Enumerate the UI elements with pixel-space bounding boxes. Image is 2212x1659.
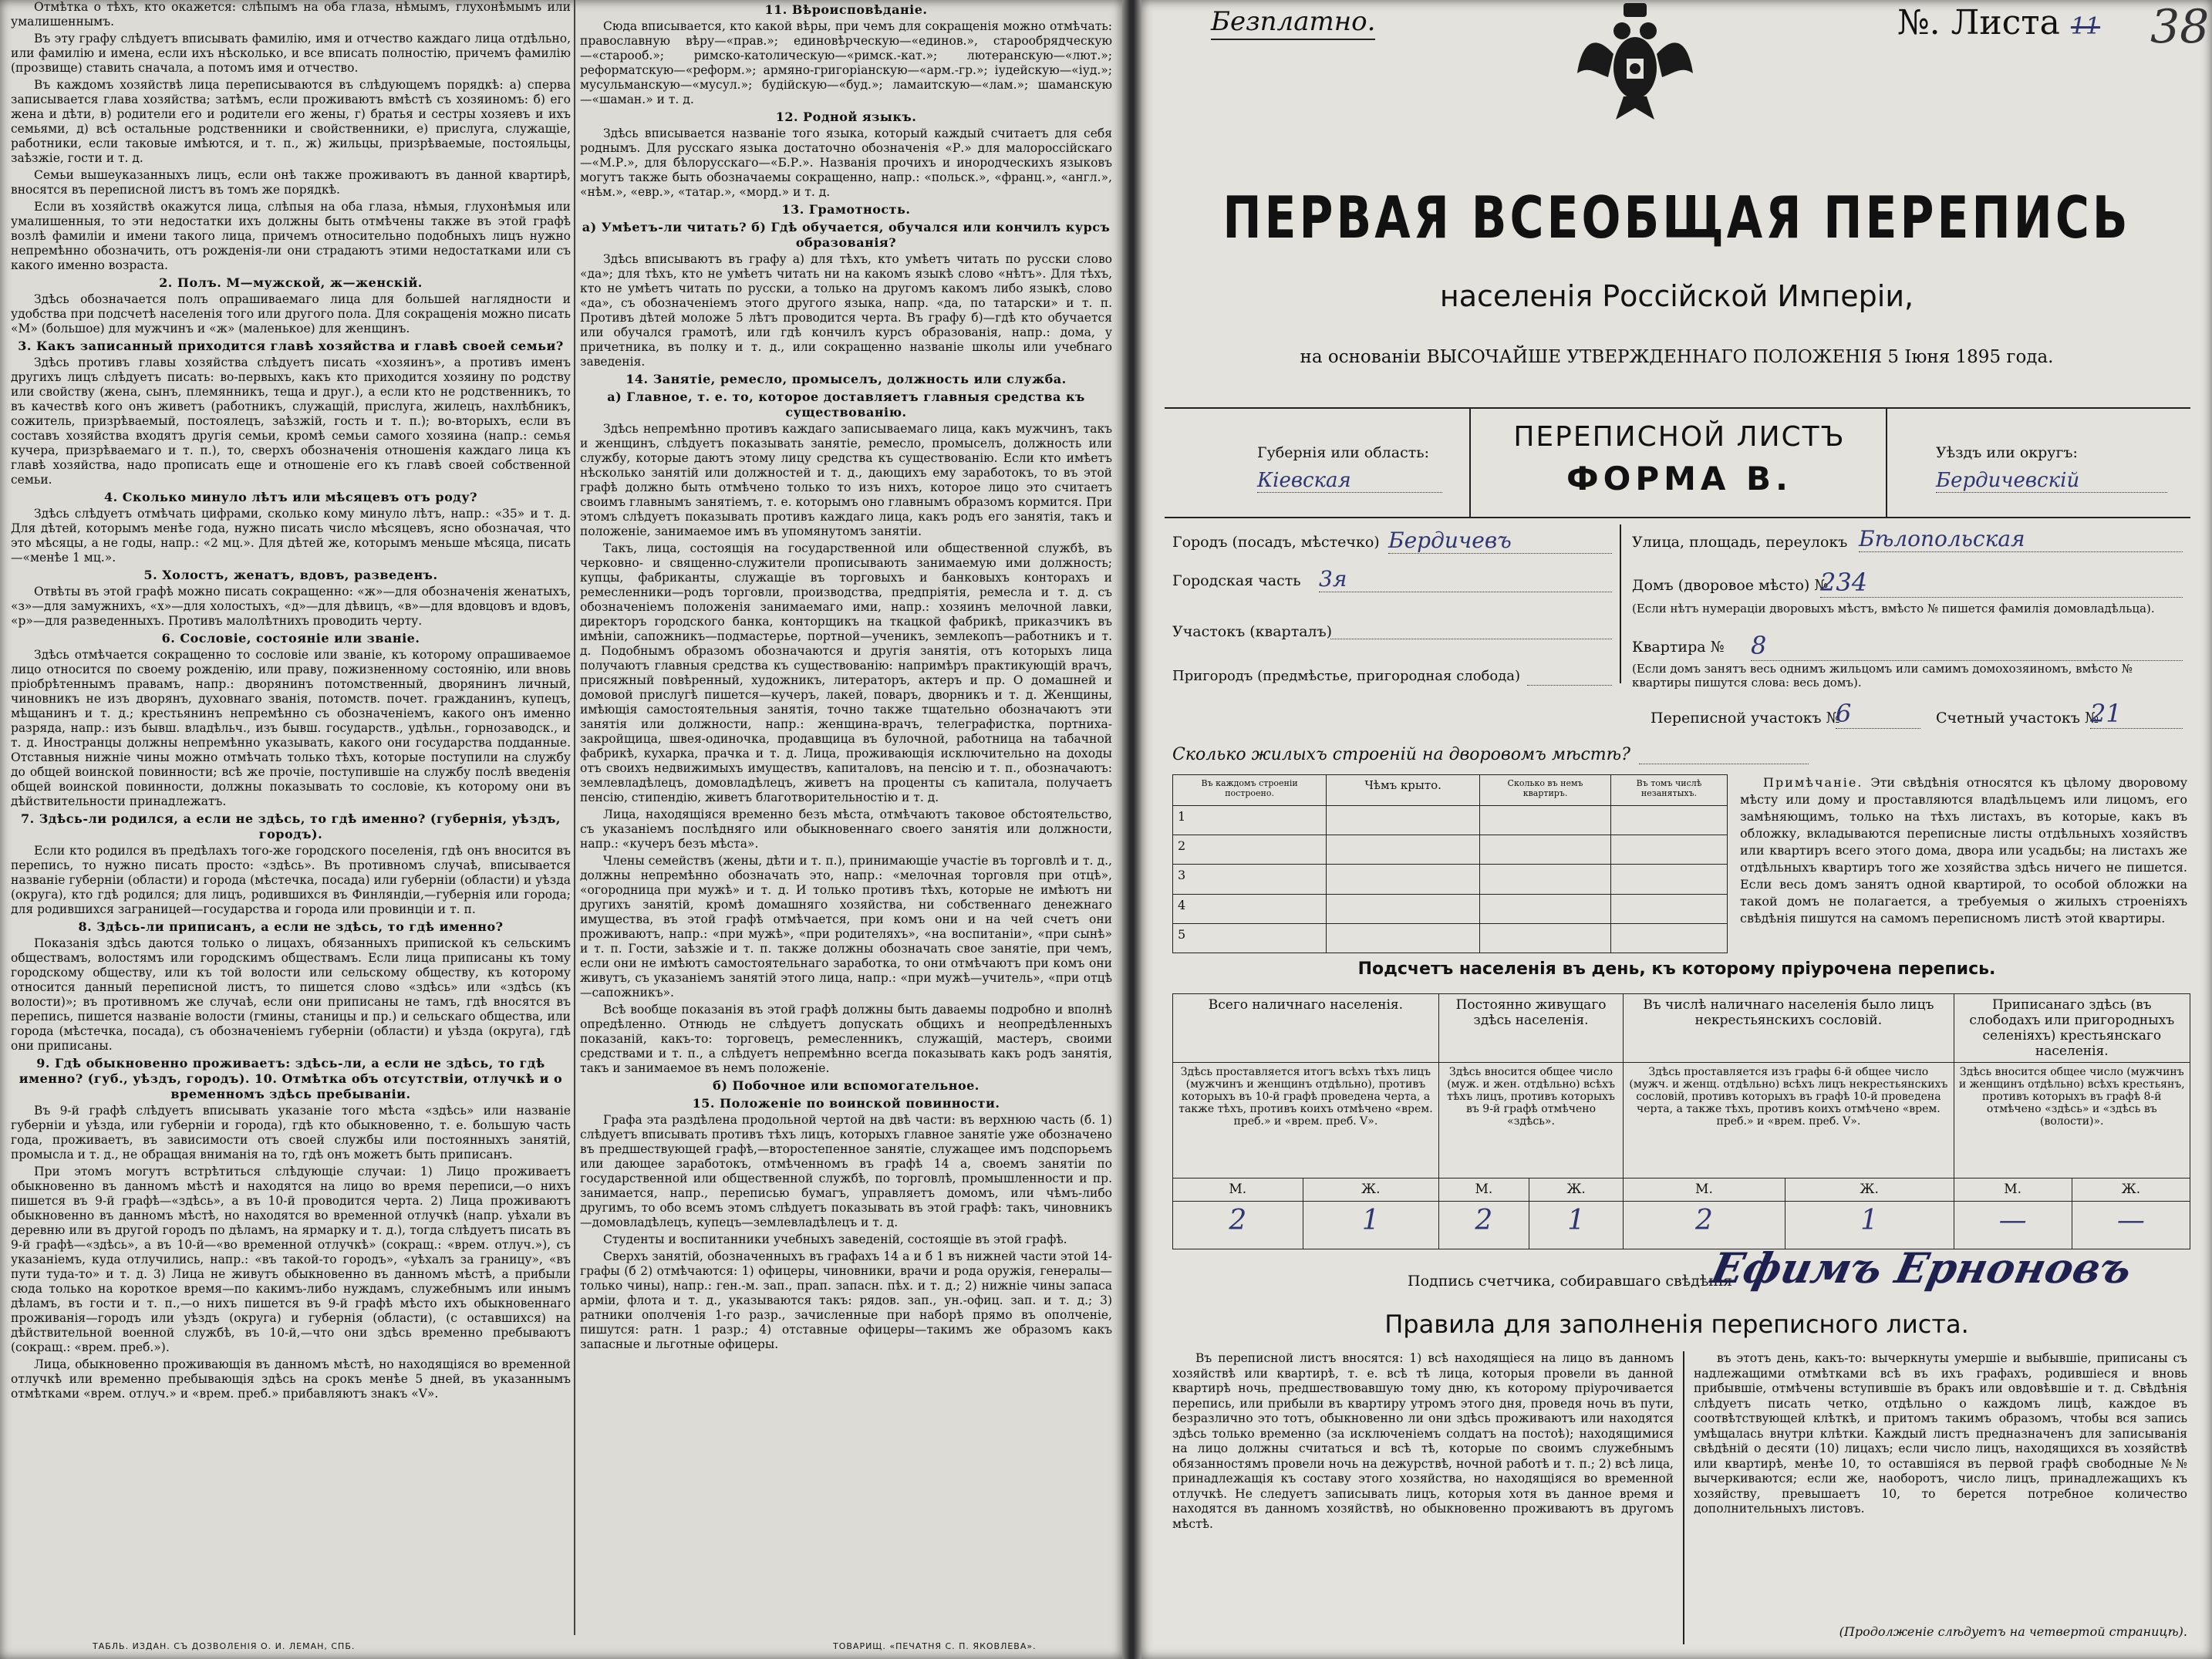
house-value: 234 <box>1820 568 2183 598</box>
instruction-heading: а) Умѣетъ-ли читать? б) Гдѣ обучается, обучался или кончилъ курсъ образованія? <box>582 220 1111 250</box>
instruction-heading: 3. Какъ записанный приходится главѣ хозяйства и главѣ своей семьи? <box>18 339 564 353</box>
instruction-heading: 13. Грамотность. <box>781 202 911 217</box>
apartment-label: Квартира № <box>1632 639 1725 656</box>
rules-column-1: Въ переписной листъ вносятся: 1) всѣ находящіеся на лицо въ данномъ хозяйствѣ или квартирѣ, т. е. всѣ тѣ лица, которыя провели въ данной квартирѣ ночь, предшествовавшую тому дню, къ которому пріурочивается перепись, или прибыли въ квартиру утромъ этого дня, проведя ночь въ пути, безразлично это тотъ, обыкновенно ли они здѣсь проживаютъ или находятся здѣсь только временно (за исключеніемъ солдатъ на постоѣ); находящимися на лицо должны считаться и всѣ тѣ, которые по своимъ служебнымъ обязанностямъ провели ночь на дежурствѣ, ночной работѣ и т. п.; 2) всѣ лица, принадлежащія къ составу этого хозяйства, но находящіяся во временной отлучкѣ. Не следуетъ записывать лицъ, которыя хотя въ данное время и находятся въ данномъ хозяйствѣ, но обыкновенно проживаютъ въ другомъ мѣстѣ. <box>1172 1351 1674 1531</box>
count-col-total-body: Здѣсь проставляется итогъ всѣхъ тѣхъ лицъ (мужчинъ и женщинъ отдѣльно), противъ которыхъ въ 10-й графѣ проведена черта, а также тѣхъ, противъ коихъ отмѣчено «врем. преб.» и «врем. преб. V». <box>1173 1063 1439 1178</box>
instruction-paragraph: Въ каждомъ хозяйствѣ лица переписываются въ слѣдующемъ порядкѣ: а) сперва записывается глава хозяйства; затѣмъ, если проживаютъ вмѣстѣ съ хозяиномъ: б) его жена и дѣти, в) родители его и родители его жены, г) братья и сестры хозяевъ и ихъ семьями, д) всѣ остальные родственники и свойственники, е) прислуга, служащіе, работники, если таковые имѣются, и т. п., ж) жильцы, призрѣваемые, постояльцы, заѣзжіе, гости и т. д. <box>11 78 571 165</box>
instruction-paragraph: Лица, находящіяся временно безъ мѣста, отмѣчаютъ таковое обстоятельство, съ указаніемъ послѣдняго или обыкновеннаго своего занятія или должности, напр.: «кучеръ безъ мѣста». <box>580 808 1112 851</box>
instruction-heading: 15. Положеніе по воинской повинности. <box>692 1096 1000 1111</box>
instruction-paragraph: Здѣсь непремѣнно противъ каждаго записываемаго лица, какъ мужчинъ, такъ и женщинъ, слѣдуетъ показывать занятіе, ремесло, промыселъ, должность или службу, которые даютъ этому лицу средства къ существованію. Если кто имѣетъ нѣсколько занятій или должностей и т. д., дающихъ ему заработокъ, то въ этой графѣ должно быть отмѣчено только то изъ нихъ, которое лицо это считаетъ своимъ главнымъ занятіемъ, т. е. которымъ оно главнымъ образомъ кормится. При этомъ слѣдуетъ показывать противъ каждаго лица, какъ родъ его занятія, такъ и положеніе, занимаемое имъ въ упомянутомъ занятіи. <box>580 422 1112 538</box>
count-nonpeasant-male: 2 <box>1624 1202 1785 1249</box>
suburb-value-line <box>1527 668 1612 686</box>
census-district-value: 6 <box>1836 699 1920 729</box>
instruction-heading: 14. Занятіе, ремесло, промыселъ, должность или служба. <box>625 372 1067 386</box>
instruction-heading: 4. Сколько минуло лѣтъ или мѣсяцевъ отъ роду? <box>103 490 478 504</box>
gubernia-label: Губернія или область: <box>1257 444 1429 461</box>
instruction-paragraph: Лица, обыкновенно проживающія въ данномъ мѣстѣ, но находящіяся во временной отлучкѣ или временно пребывающія здѣсь на срокъ менѣе 5 дней, въ указаннымъ отмѣтками «врем. отлуч.» и «врем. преб.» прибавляютъ знакъ «V». <box>11 1357 571 1401</box>
count-col-peasant-head: Приписанаго здѣсь (въ слободахъ или пригородныхъ селеніяхъ) крестьянскаго населенія. <box>1954 994 2190 1063</box>
buildings-row-1: 1 <box>1173 806 1327 835</box>
count-sex-m: М. <box>1624 1178 1785 1202</box>
count-total-female: 1 <box>1303 1202 1438 1249</box>
instruction-paragraph: Здѣсь вписываютъ въ графу а) для тѣхъ, кто умѣетъ читать по русски слово «да»; для тѣхъ, кто не умѣетъ читать ни на какомъ языкѣ слово «нѣтъ». Для тѣхъ, кто не умѣетъ читать по русски, а только на другомъ какомъ либо языкѣ, слово «да», съ обозначеніемъ этого другого языка, напр. «да, по татарски» и т. п. Противъ дѣтей моложе 5 лѣтъ проводится черта. Въ графу б)—гдѣ кто обучается или обучался грамотѣ, или гдѣ кончилъ курсъ образованія, напр.: дома, у причетника, въ полку и т. д., или сокращенно названіе школы или учебнаго заведенія. <box>580 252 1112 369</box>
count-total-male: 2 <box>1173 1202 1303 1249</box>
buildings-question: Сколько жилыхъ строеній на дворовомъ мѣстѣ? <box>1172 745 1630 764</box>
instruction-heading: б) Побочное или вспомогательное. <box>713 1078 980 1093</box>
instruction-paragraph: Члены семействъ (жены, дѣти и т. п.), принимающіе участіе въ торговлѣ и т. д., должны непремѣнно обозначать это, напр.: «мелочная торговля при отцѣ», «огородница при мужѣ» и т. д. И только противъ тѣхъ, которые не имѣютъ ни другихъ занятій, кромѣ домашняго хозяйства, ни собственнаго денежнаго имущества, въ этой графѣ отмѣчается, при комъ они и на чей счетъ они проживаютъ, напр.: «при мужѣ», «при родителяхъ», «на воспитаніи», «при сынѣ» и т. п. Гости, заѣзжіе и т. п. также должны обозначать свое занятіе, при чемъ, если они не имѣютъ самостоятельнаго заработка, то они отмѣчаютъ при комъ они живутъ, съ указаніемъ занятій этого лица, напр.: «при мужѣ—учитель», «при отцѣ—сапожникъ». <box>580 854 1112 1000</box>
printer-imprint-right: ТОВАРИЩ. «ПЕЧАТНЯ С. П. ЯКОВЛЕВА». <box>833 1641 1037 1651</box>
apartment-note: (Если домъ занятъ весь однимъ жильцомъ или самимъ домохозяиномъ, вмѣсто № квартиры пишутся слова: весь домъ). <box>1632 662 2133 690</box>
count-nonpeasant-female: 1 <box>1785 1202 1954 1249</box>
buildings-row-5: 5 <box>1173 923 1327 953</box>
count-sex-f: Ж. <box>1529 1178 1623 1202</box>
book-gutter <box>1122 0 1141 1659</box>
buildings-table <box>1172 774 1728 953</box>
uezd-label: Уѣздъ или округъ: <box>1936 444 2078 461</box>
city-part-value: 3я <box>1319 566 1612 592</box>
count-sex-f: Ж. <box>1785 1178 1954 1202</box>
instruction-heading: 7. Здѣсь-ли родился, а если не здѣсь, то гдѣ именно? (губернія, уѣздъ, городъ). <box>20 811 561 841</box>
instruction-paragraph: Семьи вышеуказанныхъ лицъ, если онѣ также проживаютъ въ данной квартирѣ, вносятся въ переписной листъ въ томъ же порядкѣ. <box>11 168 571 197</box>
form-header-box <box>1165 407 2190 518</box>
census-form-page <box>1141 0 2212 1659</box>
printer-imprint-left: ТАБЛЬ. ИЗДАН. СЪ ДОЗВОЛЕНІЯ О. И. ЛЕМАН, СПБ. <box>93 1641 356 1651</box>
instruction-paragraph: Въ 9-й графѣ слѣдуетъ вписывать указаніе того мѣста «здѣсь» или названіе губерніи и уѣзда, или губерніи и города), гдѣ кто обыкновенно, т. е. большую часть года, проживаетъ, въ зависимости отъ своей службы или постоянныхъ занятій, промысла и т. д., не обращая вниманія на то, гдѣ онъ можетъ быть приписанъ. <box>11 1104 571 1162</box>
instruction-paragraph: Студенты и воспитанники учебныхъ заведеній, состоящіе въ этой графѣ. <box>603 1232 1067 1246</box>
population-count-title: Подсчетъ населенія въ день, къ которому пріурочена перепись. <box>1357 959 1996 979</box>
count-peasant-male: — <box>1954 1202 2072 1249</box>
buildings-row-3: 3 <box>1173 865 1327 894</box>
gubernia-value: Кіевская <box>1257 469 1442 493</box>
count-col-permanent-body: Здѣсь вносится общее число (муж. и жен. отдѣльно) всѣхъ тѣхъ лицъ, противъ которыхъ въ 9-й графѣ отмѣчено «здѣсь». <box>1438 1063 1623 1178</box>
count-sex-m: М. <box>1173 1178 1303 1202</box>
count-permanent-male: 2 <box>1438 1202 1529 1249</box>
instruction-paragraph: При этомъ могутъ встрѣтиться слѣдующіе случаи: 1) Лицо проживаетъ обыкновенно въ данномъ мѣстѣ и находятся на лицо во время переписи,—о нихъ пишется въ 9-й графѣ—«здѣсь», а въ 10-й проводится черта. 2) Лица проживаютъ обыкновенно въ данномъ мѣстѣ, но находятся во временной отлучкѣ (напр. уѣхали въ деревню или въ другой городъ по дѣламъ, на ярмарку и т. д.), тогда слѣдуетъ писать въ 9-й графѣ—«здѣсь», а въ 10-й—«во временной отлучкѣ» (сокращ.: «врем. отлуч.»), съ указаніемъ, куда отлучились, напр.: «въ такой-то городъ», «уѣхалъ за границу», «въ пути туда-то» и т. д. 3) Лица не живутъ обыкновенно въ данномъ мѣстѣ, а прибыли сюда только на короткое время—по какимъ-либо нуждамъ, служебнымъ или инымъ дѣламъ, въ гости и т. п.,—о нихъ пишется въ 9-й графѣ мѣсто ихъ обыкновеннаго проживанія—городъ или уѣздъ (округа) и губернія (области), (с оставшихся) на дѣйствительной военной службѣ, въ 10-й,—что они здѣсь временно пребываютъ (сокращ.: «врем. преб.»). <box>11 1165 571 1354</box>
count-col-nonpeasant-body: Здѣсь проставляется изъ графы 6-й общее число (мужч. и женщ. отдѣльно) всѣхъ лицъ некрестьянскихъ сословій, противъ которыхъ въ графѣ 10-й проведена черта, а также тѣхъ, противъ коихъ отмѣчено «врем. преб.» и «врем. преб. V». <box>1624 1063 1954 1178</box>
apartment-value: 8 <box>1751 631 2183 661</box>
form-title: ФОРМА В. <box>1566 460 1793 497</box>
buildings-answer-line <box>1639 745 1809 764</box>
buildings-col-vacant: Въ томъ числѣ незанятыхъ. <box>1611 775 1728 806</box>
instruction-heading: 6. Сословіе, состояніе или званіе. <box>161 631 420 646</box>
count-col-nonpeasant-head: Въ числѣ наличнаго населенія было лицъ некрестьянскихъ сословій. <box>1624 994 1954 1063</box>
census-main-title: ПЕРВАЯ ВСЕОБЩАЯ ПЕРЕПИСЬ <box>1222 184 2131 252</box>
counting-district-label: Счетный участокъ № <box>1936 710 2099 727</box>
street-value: Бѣлопольская <box>1859 526 2183 552</box>
rules-title: Правила для заполненія переписного листа. <box>1384 1310 1969 1339</box>
census-subtitle: населенія Россійской Имперіи, <box>1439 279 1914 313</box>
double-headed-eagle-emblem <box>1577 0 1693 123</box>
uezd-value: Бердичевскій <box>1936 469 2167 493</box>
instructions-column-2 <box>580 0 1112 1628</box>
instruction-paragraph: Отмѣтка о тѣхъ, кто окажется: слѣпымъ на оба глаза, нѣмымъ, глухонѣмымъ или умалишеннымъ. <box>11 0 571 29</box>
instruction-paragraph: Здѣсь противъ главы хозяйства слѣдуетъ писать «хозяинъ», а противъ именъ другихъ лицъ слѣдуетъ писать: во-первыхъ, какъ кто приходится хозяину по родству или свойству (жена, сынъ, племянникъ, теща и друг.), а если кто не родственникъ, то въ качествѣ кого онъ живетъ (работникъ, служащій, прислуга, жилецъ, нахлѣбникъ, сожитель, призрѣваемый, постоялецъ, заѣзжій, гость и т. п.); во-вторыхъ, если въ составъ хозяйства входятъ другія семьи, кромѣ семьи самого хозяина (напр.: семья кучера, призрѣваемаго и т. п.), то, сверхъ обозначенія отношенія каждаго лица къ главѣ хозяйства, надо прописать еще и отношеніе его къ главѣ своей собственной семьи. <box>11 356 571 487</box>
instruction-heading: 2. Полъ. М—мужской, ж—женскій. <box>159 275 423 290</box>
buildings-row-2: 2 <box>1173 835 1327 865</box>
instruction-heading: 5. Холостъ, женатъ, вдовъ, разведенъ. <box>143 568 438 582</box>
district-label: Участокъ (кварталъ) <box>1172 623 1333 640</box>
instruction-paragraph: Сюда вписывается, кто какой вѣры, при чемъ для сокращенія можно отмѣчать: православную вѣру—«прав.»; единовѣрческую—«единов.», старообрядческую—«старооб.»; римско-католическую—«римск.-кат.»; лютеранскую—«лют.»; реформатскую—«реформ.»; армяно-григоріанскую—«арм.-гр.»; іудейскую—«іуд.»; мусульманскую—«мусул.»; будійскую—«буд.»; ламаитскую—«лам.»; шаманскую—«шаман.» и т. д. <box>580 19 1112 106</box>
count-col-permanent-head: Постоянно живущаго здѣсь населенія. <box>1438 994 1623 1063</box>
free-label: Безплатно. <box>1211 6 1375 40</box>
instruction-paragraph: Здѣсь вписывается названіе того языка, который каждый считаетъ для себя роднымъ. Для русскаго языка достаточно обозначенія «Р.» для малороссійскаго—«М.Р.», для бѣлорусскаго—«Б.Р.». Названія прочихъ и инородческихъ языковъ могутъ также быть обозначаемы сокращенно, напр.: «польск.», «франц.», «англ.», «нѣм.», «евр.», «татар.», «морд.» и т. д. <box>580 126 1112 199</box>
rules-divider <box>1683 1351 1684 1644</box>
instruction-heading: 12. Родной языкъ. <box>775 110 917 124</box>
buildings-note: Примѣчаніе. Эти свѣдѣнія относятся къ цѣлому дворовому мѣсту или дому и проставляются владѣльцемъ или лицомъ, его замѣняющимъ, только на тѣхъ листахъ, въ которые, какъ въ обложку, вкладываются переписные листы отдѣльныхъ хозяйствъ или квартиръ всего этого дома, двора или усадьбы; на листахъ же отдѣльныхъ квартиръ того же хозяйства здѣсь ничего не пишется. Если весь домъ занятъ одной квартирой, то особой обложки на такой домъ не полагается, а требуемыя о жилыхъ строеніяхъ свѣдѣнія пишутся на самомъ переписномъ листѣ этой квартиры. <box>1740 775 2188 926</box>
instruction-paragraph: Графа эта раздѣлена продольной чертой на двѣ части: въ верхнюю часть (б. 1) слѣдуетъ вписывать противъ тѣхъ лицъ, которыхъ главное занятіе уже обозначено въ предшествующей графѣ,—второстепенное занятіе, служащее имъ подспорьемъ или дающее заработокъ, отмѣченномъ въ графѣ 14 а, своемъ занятіи по государственной или общественной службѣ, по торговлѣ, промышленности и пр. занимается, напр., переписью бумагъ, управляетъ домомъ, или чѣмъ-либо другимъ, то обо всемъ этомъ слѣдуетъ показывать въ этой графѣ: такъ, чиновникъ—домовладѣлецъ, купецъ—землевладѣлецъ и т. д. <box>580 1113 1112 1229</box>
instruction-heading: а) Главное, т. е. то, которое доставляетъ главныя средства къ существованію. <box>607 389 1085 420</box>
sheet-number: №. Листа 11 <box>1897 3 2101 42</box>
rules-continued: (Продолженіе слѣдуетъ на четвертой страницѣ). <box>1839 1624 2187 1639</box>
count-sex-f: Ж. <box>1303 1178 1438 1202</box>
city-part-label: Городская часть <box>1172 572 1301 589</box>
instruction-heading: 9. Гдѣ обыкновенно проживаетъ: здѣсь-ли, а если не здѣсь, то гдѣ именно? (губ., уѣздъ, городъ). 10. Отмѣтка объ отсутствіи, отлучкѣ и о временномъ здѣсь пребываніи. <box>19 1056 563 1101</box>
house-note: (Если нѣтъ нумераціи дворовыхъ мѣстъ, вмѣсто № пишется фамилія домовладѣльца). <box>1632 602 2155 615</box>
instruction-paragraph: Здѣсь обозначается полъ опрашиваемаго лица для большей наглядности и удобства при подсчетѣ населенія того или другого пола. Для сокращенія можно писать «М» (большое) для мужчинъ и «ж» (маленькое) для женщинъ. <box>11 292 571 336</box>
address-divider <box>1620 524 1621 683</box>
count-sex-m: М. <box>1954 1178 2072 1202</box>
city-value: Бердичевъ <box>1388 528 1612 554</box>
instruction-paragraph: Здѣсь отмѣчается сокращенно то сословіе или званіе, къ которому опрашиваемое лицо относится по своему рожденію, или праву, пожизненному состоянію, или вновь пріобрѣтеннымъ правамъ, напр.: дворянинъ потомственный, дворянинъ личный, чиновникъ не изъ дворянъ, духовнаго званія, потомств. почет. гражданинъ, купецъ, мѣщанинъ и т. д.; крестьянинъ непремѣнно съ обозначеніемъ, какого онъ именно разряда, напр.: изъ бывш. владѣльч., изъ бывш. государств., удѣльн., горнозаводск., и т. д. Иностранцы должны непремѣнно указывать, какого они государства подданные. Отставныя нижніе чины можно отмѣчать только тѣхъ, которые поступили на службу до общей воинской повинности; всѣ же прочіе, поступившіе на службу послѣ введенія общей воинской повинности, должны показывать то сословіе, къ которому они въ дѣйствительности принадлежатъ. <box>11 648 571 808</box>
suburb-label: Пригородъ (предмѣстье, пригородная слобода) <box>1172 668 1521 684</box>
count-col-peasant-body: Здѣсь вносится общее число (мужчинъ и женщинъ отдѣльно) всѣхъ крестьянъ, противъ которыхъ въ графѣ 8-й отмѣчено «здѣсь» и «здѣсь въ (волости)». <box>1954 1063 2190 1178</box>
count-permanent-female: 1 <box>1529 1202 1623 1249</box>
instructions-column-1 <box>11 0 571 1628</box>
buildings-row-4: 4 <box>1173 894 1327 923</box>
enumerator-signature: Ефимъ Ерноновъ <box>1707 1243 2136 1293</box>
instruction-paragraph: Если кто родился въ предѣлахъ того-же городского поселенія, гдѣ онъ вносится въ перепись, то нужно писать просто: «здѣсь». Въ противномъ случаѣ, вписывается названіе губерніи (области) и города (мѣстечка, посада) или губерніи (области) и уѣзда (округа), кто гдѣ родился; для лицъ, родившихся въ Финляндіи,—губернія или города; для родившихся заграницей—государства и города или провинціи и т. п. <box>11 844 571 916</box>
count-col-total-head: Всего наличнаго населенія. <box>1173 994 1439 1063</box>
buildings-col-roof: Чѣмъ крыто. <box>1327 775 1480 806</box>
population-count-table <box>1172 993 2190 1249</box>
column-divider <box>574 0 575 1635</box>
city-label: Городъ (посадъ, мѣстечко) <box>1172 534 1380 551</box>
count-peasant-female: — <box>2072 1202 2190 1249</box>
archive-folio-number: 38 <box>2150 0 2210 54</box>
instruction-paragraph: Здѣсь слѣдуетъ отмѣчать цифрами, сколько кому минуло лѣтъ, напр.: «35» и т. д. Для дѣтей, которымъ менѣе года, нужно писать число мѣсяцевъ, ясно обозначая, что это мѣсяцы, а не годы, напр.: «2 мц.». Для дѣтей же, которымъ меньше мѣсяца, писать—«менѣе 1 мц.». <box>11 507 571 565</box>
instruction-paragraph: Въ эту графу слѣдуетъ вписывать фамилію, имя и отчество каждаго лица отдѣльно, или фамилію и имена, если ихъ нѣсколько, и все вписать полностію, причемъ фамилію (прозвище) ставить сначала, а потомъ имя и отчество. <box>11 32 571 75</box>
rules-column-2: въ этотъ день, какъ-то: вычеркнуты умершіе и выбывшіе, приписаны съ надлежащими отмѣтками всѣ въ ихъ графахъ, родившіеся и вновь прибывшіе, отмѣчены вступившіе въ бракъ или овдовѣвшіе и т. д. Свѣдѣнія слѣдуетъ писать четко, отдѣльно о каждомъ лицѣ, каждое въ соотвѣтствующей клѣткѣ, и притомъ такимъ образомъ, чтобы вся запись умѣщалась внутри клѣтки. Каждый листъ предназначенъ для записыванія свѣдѣній о десяти (10) лицахъ; если число лицъ, находящихся въ хозяйствѣ или квартирѣ, менѣе 10, то оставшіяся въ первой графѣ свободные №№ вычеркиваются; если же, наоборотъ, число лицъ, принадлежащихъ къ хозяйству, превышаетъ 10, то берется потребное количество дополнительныхъ листовъ. <box>1694 1351 2187 1516</box>
count-sex-f: Ж. <box>2072 1178 2190 1202</box>
instruction-heading: 11. Вѣроисповѣданіе. <box>764 2 928 17</box>
census-legal-basis: на основаніи ВЫСОЧАЙШЕ УТВЕРЖДЕННАГО ПОЛОЖЕНІЯ 5 Іюня 1895 года. <box>1300 347 2054 367</box>
census-district-label: Переписной участокъ № <box>1651 710 1840 727</box>
street-label: Улица, площадь, переулокъ <box>1632 534 1848 551</box>
instruction-paragraph: Показанія здѣсь даются только о лицахъ, обязанныхъ припиской къ сельскимъ обществамъ, волостямъ или городскимъ обществамъ. Если лица приписаны къ тому городскому обществу, или къ той волости или сельскому обществу, къ которому относится данный переписной листъ, то пишется слово «здѣсь» или «здѣсь (къ волости)»; въ противномъ же случаѣ, если они приписаны не тамъ, гдѣ вносятся въ перепись, пишется названіе волости (гмины, станицы и пр.) и сельскаго общества, или города (мѣстечка, посада), съ обозначеніемъ губерніи (области) и уѣзда (округа), гдѣ они приписаны. <box>11 936 571 1053</box>
buildings-col-apartments: Сколько въ немъ квартиръ. <box>1480 775 1611 806</box>
signature-label: Подпись счетчика, собиравшаго свѣдѣнія <box>1408 1273 1732 1290</box>
house-label: Домъ (дворовое мѣсто) № <box>1632 577 1829 594</box>
instruction-heading: 8. Здѣсь-ли приписанъ, а если не здѣсь, то гдѣ именно? <box>78 919 504 934</box>
instruction-paragraph: Отвѣты въ этой графѣ можно писать сокращенно: «ж»—для обозначенія женатыхъ, «з»—для замужнихъ, «х»—для холостыхъ, «д»—для дѣвицъ, «в»—для вдовцовъ и вдовъ, «р»—для разведенныхъ. Противъ малолѣтнихъ проводить черту. <box>11 585 571 628</box>
instruction-paragraph: Если въ хозяйствѣ окажутся лица, слѣпыя на оба глаза, нѣмыя, глухонѣмыя или умалишенныя, то эти недостатки ихъ должны быть отмѣчены также въ этой графѣ возлѣ фамиліи и имени такого лица, причемъ относительно подобныхъ лицъ нужно непремѣнно обозначить, отъ рожденія-ли они страдаютъ этими недостатками или съ какого именно возраста. <box>11 200 571 272</box>
instruction-paragraph: Сверхъ занятій, обозначенныхъ въ графахъ 14 а и б 1 въ нижней части этой 14-графы (б 2) отмѣчаются: 1) офицеры, чиновники, врачи и рода оружія, генералы—только чины), напр.: ген.-м. зап., прап. запасн. пѣх. и т. д.; 2) нижніе чины запаса арміи, флота и т. д., указываются такъ: рядов. зап., ун.-офиц. зап. и т. д.; 3) ратники ополченія 1-го разр., зачисленные при наборѣ прямо въ ополченіе, пишутся: ратн. 1 разр.; 4) отставные офицеры—такимъ же образомъ какъ запасные и льготные офицеры. <box>580 1249 1112 1351</box>
instruction-paragraph: Такъ, лица, состоящія на государственной или общественной службѣ, въ черковно- и священно-служители прописывають занимаемую ими должность; купцы, фабриканты, служащіе въ торговыхъ и банковыхъ конторахъ и ремесленники—родъ торговли, производства, предпріятія, ремесла и т. д. съ обозначеніемъ положенія занимаемаго ими, напр.: хозяинъ мелочной лавки, директоръ городского банка, конторщикъ на ткацкой фабрикѣ, приказчикъ въ имѣніи, сапожникъ—подмастерье, портной—ученикъ, землекопъ—работникъ и т. д. Подобнымъ образомъ обозначаются и другія занятія, отъ которыхъ лица получаютъ главныя средства къ существованію: напримѣръ практикующій врачъ, присяжный повѣренный, художникъ, литераторъ, актеръ и пр. О домашней и домовой прислугѣ пишется—кучеръ, лакей, поваръ, дворникъ и т. д. Женщины, имѣющія самостоятельныя занятія, точно также тщательно обозначаютъ эти занятія или должности, напр.: женщина-врачъ, телеграфистка, портниха-закройщица, швея-одиночка, продавщица въ булочной, работница на табачной фабрикѣ, кухарка, прачка и т. д. Лица, проживающія исключительно на доходы отъ своихъ недвижимыхъ имуществъ, капиталовъ, на пенсію и т. п., обозначаютъ: землевладѣлецъ, домовладѣлецъ, живетъ на проценты съ капитала, получаетъ пенсію, стипендію, живетъ благотворительностію и т. д. <box>580 541 1112 804</box>
count-sex-m: М. <box>1438 1178 1529 1202</box>
buildings-col-built: Въ каждомъ строеніи построено. <box>1173 775 1327 806</box>
instruction-paragraph: Всѣ вообще показанія въ этой графѣ должны быть даваемы подробно и вполнѣ опредѣленно. Отнюдь не слѣдуетъ допускать общихъ и неопредѣленныхъ показаній, какъ-то: торговецъ, ремесленникъ, служащій, мастеръ, своими средствами и т. п., а слѣдуетъ непремѣнно всегда показывать какъ родъ занятія, такъ и занимаемое въ немъ положеніе. <box>580 1003 1112 1075</box>
list-title: ПЕРЕПИСНОЙ ЛИСТЪ <box>1513 421 1846 453</box>
district-value-line <box>1330 622 1612 639</box>
counting-district-value: 21 <box>2090 699 2183 729</box>
